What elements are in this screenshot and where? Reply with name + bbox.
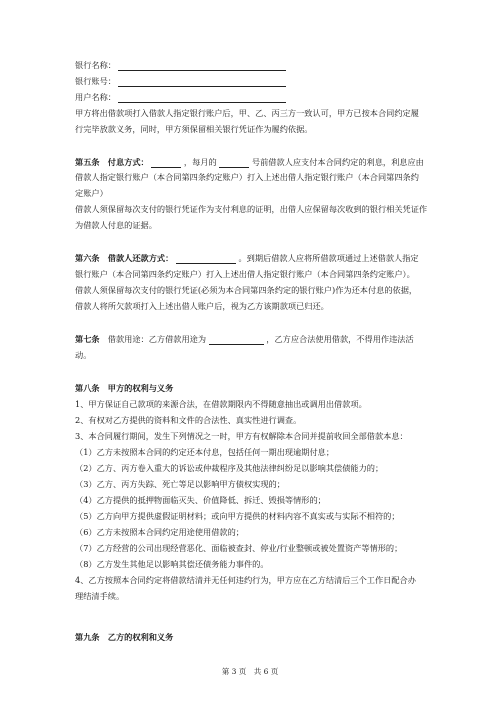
article-5-text: 号前借款人应支付本合同约定的利息，利息应由 <box>251 157 424 167</box>
list-item: （8）乙方发生其他足以影响其偿还债务能力事件的。 <box>75 559 269 569</box>
list-item: 3、本合同履行期间，发生下列情况之一时，甲方有权解除本合同并提前收回全部借款本息： <box>75 431 408 441</box>
article-7-line <box>75 334 435 345</box>
list-item: （4）乙方提供的抵押物面临灭失、价值降低、拆迁、毁损等情形的； <box>75 495 326 505</box>
list-item: 4、乙方按照本合同约定将借款结清并无任何违约行为，甲方应在乙方结清后三个工作日配合办 <box>75 575 416 585</box>
article-6-title: 第六条 借款人还款方式： <box>75 253 174 263</box>
paragraph-line: 行完毕放款义务，同时，甲方须保留相关银行凭证作为履约依据。 <box>75 124 313 134</box>
article-7-text: ，乙方应合法使用借款，不得用作违法活 <box>266 334 414 344</box>
paragraph-line: 为借款人付息的证据。 <box>75 220 157 230</box>
paragraph-line: 甲方将出借款项打入借款人指定银行账户后，甲、乙、丙三方一致认可，甲方已按本合同约定履 <box>75 108 419 118</box>
list-item: （1）乙方未按照本合同的约定还本付息，包括任何一期出现逾期付息； <box>75 447 335 457</box>
user-name-field <box>118 93 286 103</box>
bank-name-field <box>118 61 286 71</box>
article-5-title: 第五条 付息方式： <box>75 157 149 167</box>
paragraph-line: 银行账户（本合同第四条约定账户）打入上述出借人指定银行账户（本合同第四条约定账户）。 <box>75 269 415 279</box>
bank-name-label: 银行名称： <box>75 60 116 70</box>
article-6-text: 。到期后借款人应将所借款项通过上述借款人指定 <box>238 253 419 263</box>
article-7-text: 借款用途：乙方借款用途为 <box>99 334 207 344</box>
list-item: 2、有权对乙方提供的资料和文件的合法性、真实性进行调查。 <box>75 415 302 425</box>
list-item: 理结清手续。 <box>75 591 125 601</box>
user-name-row <box>75 92 435 103</box>
list-item: 1、甲方保证自己款项的来源合法，在借款期限内不得随意抽出或调用出借款项。 <box>75 399 367 409</box>
bank-account-field <box>118 77 286 87</box>
article-8-heading: 第八条 甲方的权利与义务 <box>75 383 174 393</box>
bank-account-row <box>75 76 435 87</box>
list-item: （5）乙方向甲方提供虚假证明材料；或向甲方提供的材料内容不真实或与实际不相符的； <box>75 511 400 521</box>
loan-purpose-field <box>209 335 264 345</box>
repayment-method-field <box>176 254 236 264</box>
list-item: （3）乙方、丙方失踪、死亡等足以影响甲方债权实现的； <box>75 479 285 489</box>
bank-account-label: 银行账号： <box>75 76 116 86</box>
article-6-line <box>75 253 435 264</box>
article-9-heading: 第九条 乙方的权利和义务 <box>75 632 174 642</box>
interest-day-field <box>219 158 249 168</box>
paragraph-line: 借款人须保留每次支付的银行凭证作为支付利息的证明，出借人应保留每次收到的银行相关凭证作 <box>75 204 428 214</box>
list-item: （6）乙方未按照本合同约定用途使用借款的； <box>75 527 244 537</box>
paragraph-line: 借款人指定银行账户（本合同第四条约定账户）打入上述出借人指定银行账户（本合同第四条约 <box>75 172 419 182</box>
paragraph-line: 借款人将所欠款项打入上述出借人账户后，视为乙方该期款项已归还。 <box>75 301 329 311</box>
page-number: 第 3 页 共 6 页 <box>221 667 279 676</box>
article-5-line <box>75 157 435 168</box>
article-7-title: 第七条 <box>75 334 100 344</box>
list-item: （2）乙方、丙方卷入重大的诉讼或仲裁程序及其他法律纠纷足以影响其偿债能力的； <box>75 463 384 473</box>
paragraph-line: 借款人须保留每次支付的银行凭证(必须为本合同第四条约定的银行账户)作为还本付息的依据， <box>75 285 418 295</box>
interest-method-field <box>151 158 181 168</box>
bank-name-row <box>75 60 435 71</box>
user-name-label: 用户名称： <box>75 92 116 102</box>
article-5-text: ，每月的 <box>183 157 217 167</box>
paragraph-line: 动。 <box>75 350 92 360</box>
list-item: （7）乙方经营的公司出现经营恶化、面临被查封、停业/行业整顿或被处置资产等情形的； <box>75 543 403 553</box>
paragraph-line: 定账户） <box>75 188 108 198</box>
